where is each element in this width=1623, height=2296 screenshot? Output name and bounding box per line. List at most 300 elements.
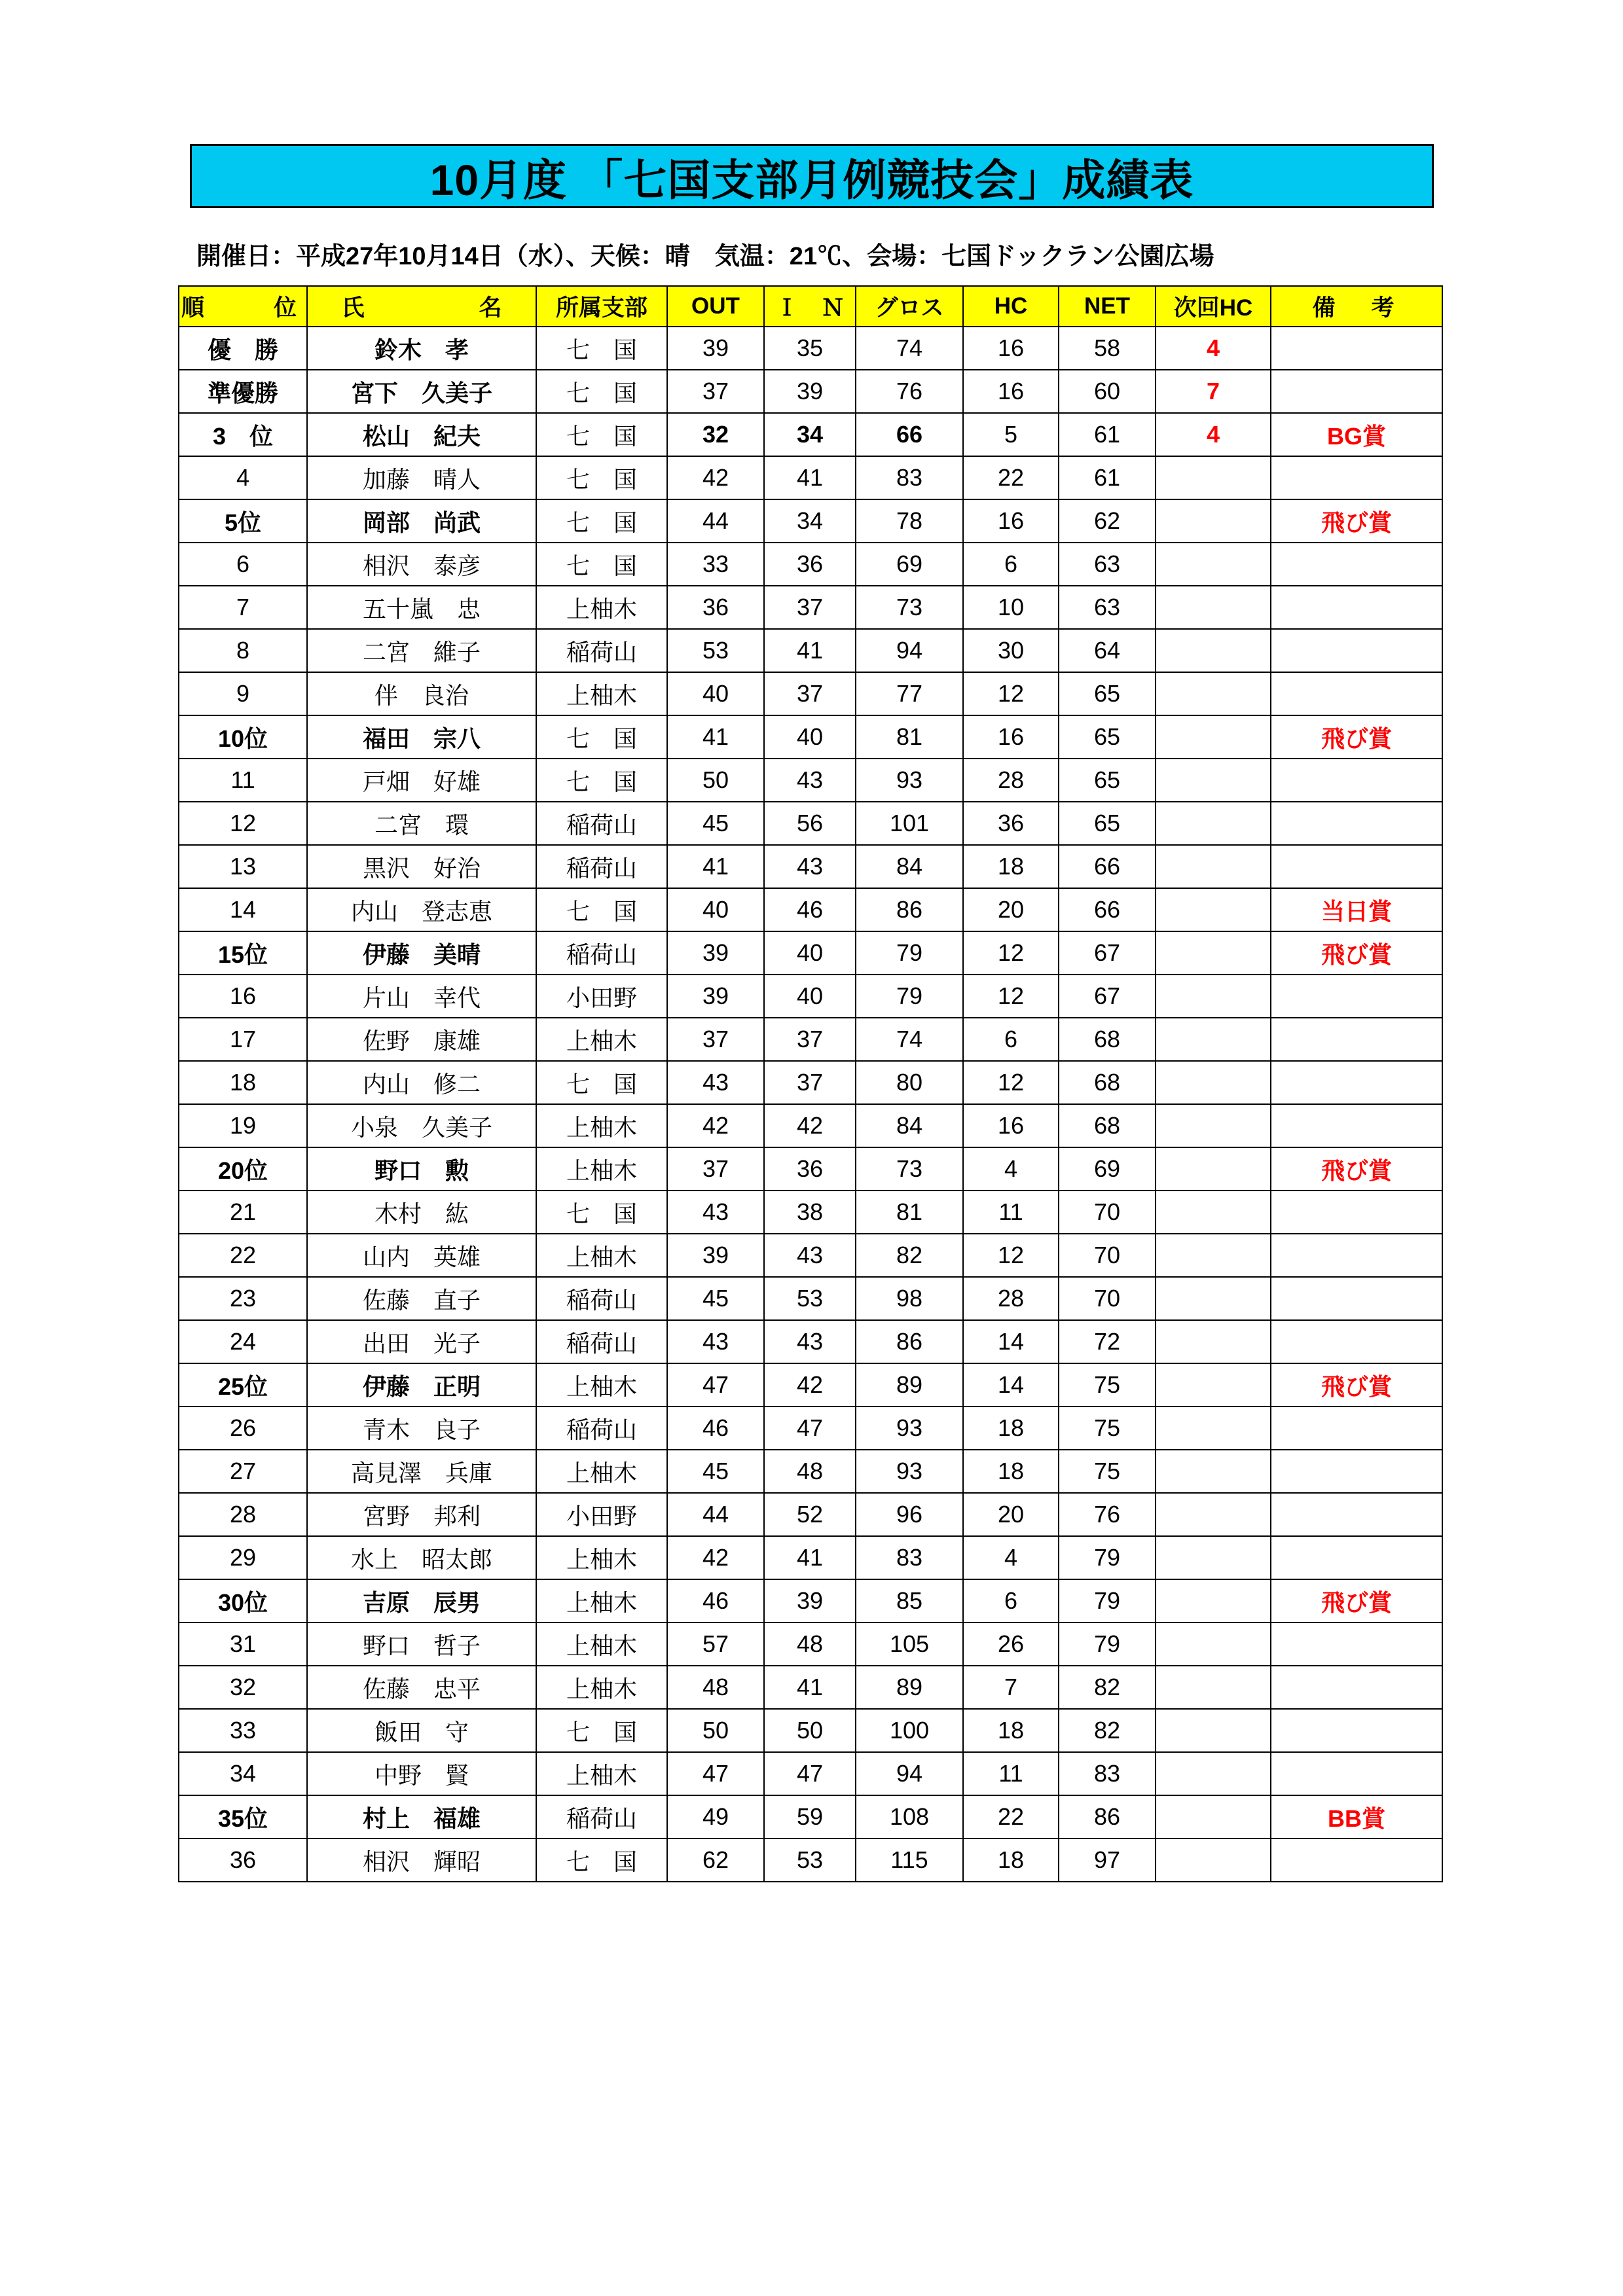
cell-hc: 12 xyxy=(963,1061,1059,1104)
cell-net: 64 xyxy=(1059,629,1156,672)
table-row xyxy=(179,759,1442,802)
table-row xyxy=(179,931,1442,975)
cell-out: 43 xyxy=(667,1320,764,1363)
cell-out: 49 xyxy=(667,1795,764,1839)
cell-in: 41 xyxy=(764,1536,856,1579)
cell-in: 34 xyxy=(764,413,856,456)
column-header-out: OUT xyxy=(667,286,764,327)
cell-name: 山内 英雄 xyxy=(307,1234,536,1277)
table-row xyxy=(179,1839,1442,1882)
cell-rank: 3 位 xyxy=(179,413,307,456)
cell-net: 65 xyxy=(1059,715,1156,759)
cell-in: 56 xyxy=(764,802,856,845)
cell-rank: 35位 xyxy=(179,1795,307,1839)
cell-branch: 七 国 xyxy=(536,327,667,370)
table-row xyxy=(179,975,1442,1018)
cell-next-hc: 7 xyxy=(1156,370,1271,413)
column-header-net: NET xyxy=(1059,286,1156,327)
cell-net: 66 xyxy=(1059,845,1156,888)
cell-out: 40 xyxy=(667,888,764,931)
cell-gross: 89 xyxy=(856,1666,963,1709)
cell-hc: 16 xyxy=(963,499,1059,543)
cell-in: 38 xyxy=(764,1191,856,1234)
column-header-branch: 所属支部 xyxy=(536,286,667,327)
cell-name: 野口 哲子 xyxy=(307,1623,536,1666)
cell-gross: 100 xyxy=(856,1709,963,1752)
cell-rank: 26 xyxy=(179,1407,307,1450)
cell-hc: 11 xyxy=(963,1752,1059,1795)
cell-branch: 稲荷山 xyxy=(536,845,667,888)
cell-name: 飯田 守 xyxy=(307,1709,536,1752)
cell-note xyxy=(1271,1493,1442,1536)
cell-net: 61 xyxy=(1059,456,1156,499)
cell-net: 69 xyxy=(1059,1147,1156,1191)
cell-next-hc xyxy=(1156,629,1271,672)
cell-hc: 22 xyxy=(963,1795,1059,1839)
table-row xyxy=(179,802,1442,845)
cell-hc: 18 xyxy=(963,845,1059,888)
column-header-note: 備 考 xyxy=(1271,286,1442,327)
table-row xyxy=(179,1795,1442,1839)
cell-out: 42 xyxy=(667,1104,764,1147)
cell-next-hc xyxy=(1156,672,1271,715)
cell-next-hc xyxy=(1156,1839,1271,1882)
cell-out: 48 xyxy=(667,1666,764,1709)
cell-rank: 27 xyxy=(179,1450,307,1493)
cell-rank: 24 xyxy=(179,1320,307,1363)
cell-gross: 77 xyxy=(856,672,963,715)
table-body xyxy=(179,327,1442,1882)
cell-net: 79 xyxy=(1059,1579,1156,1623)
cell-next-hc xyxy=(1156,1061,1271,1104)
cell-out: 47 xyxy=(667,1752,764,1795)
cell-note xyxy=(1271,672,1442,715)
column-header-rank: 順 位 xyxy=(179,286,307,327)
cell-rank: 16 xyxy=(179,975,307,1018)
cell-next-hc xyxy=(1156,1191,1271,1234)
cell-hc: 7 xyxy=(963,1666,1059,1709)
cell-next-hc: 4 xyxy=(1156,413,1271,456)
cell-in: 41 xyxy=(764,629,856,672)
cell-name: 加藤 晴人 xyxy=(307,456,536,499)
table-row xyxy=(179,1623,1442,1666)
cell-out: 46 xyxy=(667,1407,764,1450)
cell-gross: 94 xyxy=(856,1752,963,1795)
cell-net: 58 xyxy=(1059,327,1156,370)
cell-out: 44 xyxy=(667,1493,764,1536)
cell-hc: 28 xyxy=(963,759,1059,802)
cell-gross: 86 xyxy=(856,888,963,931)
cell-name: 伴 良治 xyxy=(307,672,536,715)
cell-next-hc xyxy=(1156,1623,1271,1666)
cell-hc: 4 xyxy=(963,1147,1059,1191)
cell-branch: 稲荷山 xyxy=(536,1795,667,1839)
cell-branch: 上柚木 xyxy=(536,1363,667,1407)
cell-in: 42 xyxy=(764,1104,856,1147)
cell-hc: 12 xyxy=(963,931,1059,975)
cell-gross: 66 xyxy=(856,413,963,456)
cell-next-hc xyxy=(1156,888,1271,931)
cell-name: 村上 福雄 xyxy=(307,1795,536,1839)
cell-rank: 30位 xyxy=(179,1579,307,1623)
cell-name: 片山 幸代 xyxy=(307,975,536,1018)
cell-hc: 14 xyxy=(963,1320,1059,1363)
cell-rank: 6 xyxy=(179,543,307,586)
cell-net: 65 xyxy=(1059,672,1156,715)
cell-rank: 21 xyxy=(179,1191,307,1234)
cell-out: 47 xyxy=(667,1363,764,1407)
cell-branch: 七 国 xyxy=(536,413,667,456)
cell-note: 飛び賞 xyxy=(1271,1363,1442,1407)
cell-rank: 31 xyxy=(179,1623,307,1666)
cell-branch: 稲荷山 xyxy=(536,1277,667,1320)
cell-rank: 12 xyxy=(179,802,307,845)
cell-out: 45 xyxy=(667,802,764,845)
cell-hc: 12 xyxy=(963,975,1059,1018)
cell-next-hc xyxy=(1156,543,1271,586)
cell-in: 37 xyxy=(764,672,856,715)
cell-note: 飛び賞 xyxy=(1271,1579,1442,1623)
cell-in: 39 xyxy=(764,370,856,413)
cell-hc: 5 xyxy=(963,413,1059,456)
document-title-banner xyxy=(190,144,1434,208)
cell-net: 82 xyxy=(1059,1709,1156,1752)
cell-note xyxy=(1271,1320,1442,1363)
cell-net: 75 xyxy=(1059,1450,1156,1493)
table-row xyxy=(179,456,1442,499)
cell-net: 66 xyxy=(1059,888,1156,931)
cell-name: 高見澤 兵庫 xyxy=(307,1450,536,1493)
table-row xyxy=(179,1709,1442,1752)
cell-next-hc xyxy=(1156,845,1271,888)
cell-out: 46 xyxy=(667,1579,764,1623)
cell-out: 44 xyxy=(667,499,764,543)
cell-note xyxy=(1271,543,1442,586)
cell-out: 45 xyxy=(667,1450,764,1493)
cell-in: 36 xyxy=(764,543,856,586)
cell-next-hc xyxy=(1156,1450,1271,1493)
cell-note xyxy=(1271,1104,1442,1147)
cell-in: 40 xyxy=(764,715,856,759)
cell-in: 35 xyxy=(764,327,856,370)
cell-next-hc xyxy=(1156,1407,1271,1450)
cell-gross: 73 xyxy=(856,586,963,629)
cell-gross: 98 xyxy=(856,1277,963,1320)
cell-out: 42 xyxy=(667,456,764,499)
cell-in: 41 xyxy=(764,1666,856,1709)
cell-hc: 18 xyxy=(963,1407,1059,1450)
cell-in: 43 xyxy=(764,845,856,888)
cell-gross: 79 xyxy=(856,975,963,1018)
cell-hc: 18 xyxy=(963,1709,1059,1752)
cell-note xyxy=(1271,629,1442,672)
table-row xyxy=(179,1277,1442,1320)
cell-out: 39 xyxy=(667,931,764,975)
cell-gross: 83 xyxy=(856,456,963,499)
cell-in: 53 xyxy=(764,1277,856,1320)
cell-rank: 19 xyxy=(179,1104,307,1147)
cell-gross: 84 xyxy=(856,1104,963,1147)
cell-rank: 10位 xyxy=(179,715,307,759)
cell-note xyxy=(1271,759,1442,802)
cell-rank: 33 xyxy=(179,1709,307,1752)
cell-in: 42 xyxy=(764,1363,856,1407)
cell-note xyxy=(1271,586,1442,629)
cell-hc: 36 xyxy=(963,802,1059,845)
cell-net: 70 xyxy=(1059,1277,1156,1320)
cell-net: 76 xyxy=(1059,1493,1156,1536)
cell-next-hc xyxy=(1156,1277,1271,1320)
cell-hc: 11 xyxy=(963,1191,1059,1234)
cell-net: 86 xyxy=(1059,1795,1156,1839)
cell-in: 53 xyxy=(764,1839,856,1882)
cell-in: 37 xyxy=(764,1061,856,1104)
cell-note xyxy=(1271,1061,1442,1104)
cell-branch: 上柚木 xyxy=(536,1450,667,1493)
cell-next-hc xyxy=(1156,1579,1271,1623)
cell-name: 伊藤 美晴 xyxy=(307,931,536,975)
cell-net: 65 xyxy=(1059,759,1156,802)
table-row xyxy=(179,1191,1442,1234)
cell-net: 82 xyxy=(1059,1666,1156,1709)
cell-branch: 上柚木 xyxy=(536,1579,667,1623)
cell-out: 50 xyxy=(667,759,764,802)
table-row xyxy=(179,413,1442,456)
cell-next-hc: 4 xyxy=(1156,327,1271,370)
cell-branch: 上柚木 xyxy=(536,672,667,715)
cell-in: 39 xyxy=(764,1579,856,1623)
cell-note xyxy=(1271,1277,1442,1320)
cell-note xyxy=(1271,370,1442,413)
cell-name: 相沢 輝昭 xyxy=(307,1839,536,1882)
column-header-hc: HC xyxy=(963,286,1059,327)
cell-hc: 12 xyxy=(963,672,1059,715)
table-row xyxy=(179,629,1442,672)
cell-note: 当日賞 xyxy=(1271,888,1442,931)
cell-out: 33 xyxy=(667,543,764,586)
table-row xyxy=(179,1536,1442,1579)
cell-hc: 20 xyxy=(963,1493,1059,1536)
cell-net: 68 xyxy=(1059,1018,1156,1061)
cell-name: 小泉 久美子 xyxy=(307,1104,536,1147)
cell-note xyxy=(1271,1666,1442,1709)
cell-rank: 23 xyxy=(179,1277,307,1320)
cell-rank: 9 xyxy=(179,672,307,715)
cell-in: 40 xyxy=(764,931,856,975)
cell-branch: 稲荷山 xyxy=(536,802,667,845)
cell-next-hc xyxy=(1156,456,1271,499)
cell-branch: 七 国 xyxy=(536,1061,667,1104)
cell-name: 佐藤 直子 xyxy=(307,1277,536,1320)
cell-branch: 七 国 xyxy=(536,888,667,931)
cell-gross: 93 xyxy=(856,1407,963,1450)
cell-net: 63 xyxy=(1059,543,1156,586)
cell-gross: 101 xyxy=(856,802,963,845)
cell-rank: 36 xyxy=(179,1839,307,1882)
cell-next-hc xyxy=(1156,1363,1271,1407)
cell-in: 43 xyxy=(764,1234,856,1277)
cell-hc: 28 xyxy=(963,1277,1059,1320)
cell-branch: 七 国 xyxy=(536,456,667,499)
cell-hc: 20 xyxy=(963,888,1059,931)
cell-name: 野口 勲 xyxy=(307,1147,536,1191)
cell-branch: 稲荷山 xyxy=(536,1320,667,1363)
cell-note: 飛び賞 xyxy=(1271,1147,1442,1191)
cell-branch: 七 国 xyxy=(536,1709,667,1752)
cell-net: 79 xyxy=(1059,1536,1156,1579)
cell-next-hc xyxy=(1156,759,1271,802)
table-row xyxy=(179,1234,1442,1277)
column-header-in: Ｉ Ｎ xyxy=(764,286,856,327)
cell-note xyxy=(1271,845,1442,888)
cell-name: 出田 光子 xyxy=(307,1320,536,1363)
cell-note xyxy=(1271,1191,1442,1234)
cell-branch: 上柚木 xyxy=(536,1104,667,1147)
cell-in: 48 xyxy=(764,1450,856,1493)
cell-out: 39 xyxy=(667,327,764,370)
cell-hc: 6 xyxy=(963,543,1059,586)
table-row xyxy=(179,1493,1442,1536)
cell-gross: 73 xyxy=(856,1147,963,1191)
cell-rank: 優 勝 xyxy=(179,327,307,370)
cell-rank: 34 xyxy=(179,1752,307,1795)
cell-name: 水上 昭太郎 xyxy=(307,1536,536,1579)
cell-out: 41 xyxy=(667,845,764,888)
cell-rank: 17 xyxy=(179,1018,307,1061)
cell-rank: 32 xyxy=(179,1666,307,1709)
cell-gross: 93 xyxy=(856,759,963,802)
cell-note xyxy=(1271,1407,1442,1450)
cell-branch: 七 国 xyxy=(536,370,667,413)
table-row xyxy=(179,370,1442,413)
cell-name: 戸畑 好雄 xyxy=(307,759,536,802)
table-row xyxy=(179,499,1442,543)
cell-next-hc xyxy=(1156,1752,1271,1795)
cell-net: 70 xyxy=(1059,1191,1156,1234)
cell-name: 宮下 久美子 xyxy=(307,370,536,413)
cell-note: 飛び賞 xyxy=(1271,499,1442,543)
cell-net: 68 xyxy=(1059,1104,1156,1147)
table-row xyxy=(179,1061,1442,1104)
cell-out: 41 xyxy=(667,715,764,759)
cell-gross: 105 xyxy=(856,1623,963,1666)
cell-in: 50 xyxy=(764,1709,856,1752)
cell-hc: 16 xyxy=(963,1104,1059,1147)
cell-out: 37 xyxy=(667,370,764,413)
column-header-name: 氏 名 xyxy=(307,286,536,327)
cell-in: 47 xyxy=(764,1752,856,1795)
cell-note xyxy=(1271,1709,1442,1752)
cell-net: 60 xyxy=(1059,370,1156,413)
cell-next-hc xyxy=(1156,1104,1271,1147)
table-header-row xyxy=(179,286,1442,327)
cell-hc: 16 xyxy=(963,327,1059,370)
cell-note: BB賞 xyxy=(1271,1795,1442,1839)
cell-name: 木村 紘 xyxy=(307,1191,536,1234)
cell-out: 36 xyxy=(667,586,764,629)
cell-hc: 18 xyxy=(963,1839,1059,1882)
cell-in: 37 xyxy=(764,1018,856,1061)
cell-net: 63 xyxy=(1059,586,1156,629)
cell-next-hc xyxy=(1156,586,1271,629)
column-header-next-hc: 次回HC xyxy=(1156,286,1271,327)
table-row xyxy=(179,1104,1442,1147)
cell-gross: 80 xyxy=(856,1061,963,1104)
cell-branch: 稲荷山 xyxy=(536,629,667,672)
cell-hc: 16 xyxy=(963,715,1059,759)
cell-rank: 8 xyxy=(179,629,307,672)
cell-branch: 上柚木 xyxy=(536,1666,667,1709)
cell-name: 五十嵐 忠 xyxy=(307,586,536,629)
page-title: 10月度 「七国支部月例競技会」成績表 xyxy=(429,155,1194,204)
cell-in: 43 xyxy=(764,1320,856,1363)
cell-branch: 小田野 xyxy=(536,975,667,1018)
cell-hc: 10 xyxy=(963,586,1059,629)
cell-out: 42 xyxy=(667,1536,764,1579)
cell-hc: 16 xyxy=(963,370,1059,413)
cell-branch: 七 国 xyxy=(536,1191,667,1234)
cell-branch: 上柚木 xyxy=(536,1234,667,1277)
cell-next-hc xyxy=(1156,1147,1271,1191)
cell-note xyxy=(1271,975,1442,1018)
cell-gross: 81 xyxy=(856,1191,963,1234)
cell-name: 松山 紀夫 xyxy=(307,413,536,456)
cell-net: 75 xyxy=(1059,1363,1156,1407)
cell-branch: 七 国 xyxy=(536,1839,667,1882)
table-row xyxy=(179,1363,1442,1407)
cell-out: 40 xyxy=(667,672,764,715)
cell-out: 57 xyxy=(667,1623,764,1666)
cell-gross: 74 xyxy=(856,327,963,370)
cell-gross: 78 xyxy=(856,499,963,543)
cell-name: 伊藤 正明 xyxy=(307,1363,536,1407)
cell-name: 青木 良子 xyxy=(307,1407,536,1450)
cell-rank: 20位 xyxy=(179,1147,307,1191)
cell-in: 52 xyxy=(764,1493,856,1536)
cell-branch: 小田野 xyxy=(536,1493,667,1536)
cell-gross: 74 xyxy=(856,1018,963,1061)
cell-next-hc xyxy=(1156,1795,1271,1839)
cell-gross: 83 xyxy=(856,1536,963,1579)
cell-note xyxy=(1271,1234,1442,1277)
cell-gross: 93 xyxy=(856,1450,963,1493)
cell-rank: 15位 xyxy=(179,931,307,975)
cell-net: 62 xyxy=(1059,499,1156,543)
cell-in: 48 xyxy=(764,1623,856,1666)
cell-rank: 13 xyxy=(179,845,307,888)
cell-branch: 上柚木 xyxy=(536,1018,667,1061)
cell-branch: 稲荷山 xyxy=(536,1407,667,1450)
cell-gross: 81 xyxy=(856,715,963,759)
table-row xyxy=(179,1407,1442,1450)
cell-note xyxy=(1271,1450,1442,1493)
cell-next-hc xyxy=(1156,1493,1271,1536)
cell-rank: 4 xyxy=(179,456,307,499)
cell-in: 43 xyxy=(764,759,856,802)
cell-branch: 七 国 xyxy=(536,543,667,586)
cell-name: 相沢 泰彦 xyxy=(307,543,536,586)
cell-name: 宮野 邦利 xyxy=(307,1493,536,1536)
cell-in: 41 xyxy=(764,456,856,499)
table-row xyxy=(179,715,1442,759)
table-row xyxy=(179,327,1442,370)
cell-note xyxy=(1271,1623,1442,1666)
table-row xyxy=(179,1752,1442,1795)
cell-note xyxy=(1271,456,1442,499)
cell-note xyxy=(1271,1839,1442,1882)
cell-out: 53 xyxy=(667,629,764,672)
cell-name: 中野 賢 xyxy=(307,1752,536,1795)
